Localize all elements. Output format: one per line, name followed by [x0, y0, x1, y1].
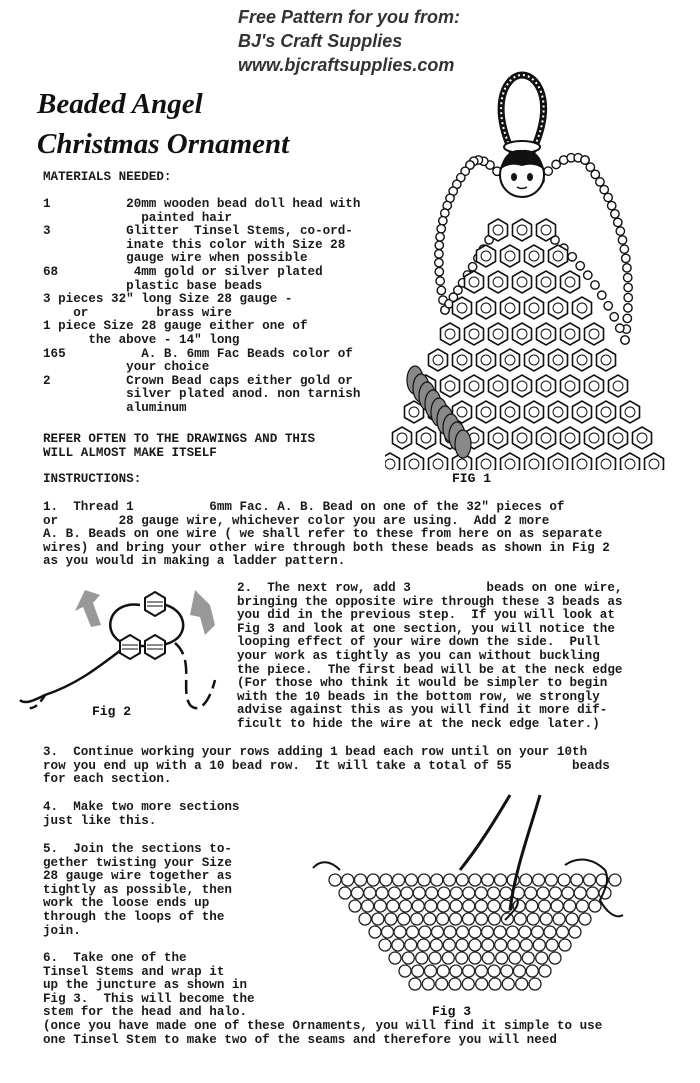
title-line-2: Christmas Ornament: [37, 128, 290, 160]
fig3-bead-bowl: [329, 874, 621, 990]
materials-line: 1 piece Size 28 gauge either one of: [43, 319, 308, 334]
step-3-line: for each section.: [43, 772, 172, 787]
step-1-line: A. B. Beads on one wire ( we shall refer to these from here on as separate: [43, 527, 603, 542]
materials-line: 2 Crown Bead caps either gold or: [43, 373, 353, 388]
step-1-text: [43, 501, 610, 569]
step-2-line: looping effect of your wire down the side. Pull: [237, 635, 600, 650]
fig2-label: Fig 2: [92, 704, 132, 719]
step-6-line: stem for the head and halo.: [43, 1005, 248, 1020]
materials-line: inate this color with Size 28: [43, 237, 346, 252]
step-2-line: (For those who think it would be simpler to begin: [237, 676, 608, 691]
materials-line: 3 Glitter Tinsel Stems, co-ord-: [43, 224, 353, 239]
step-1-line: or 28 gauge wire, whichever color you are using. Add 2 more: [43, 513, 550, 528]
materials-line: gauge wire when possible: [43, 251, 308, 266]
materials-line: the above - 14" long: [43, 332, 240, 347]
step-5-line: join.: [43, 923, 81, 938]
instructions-heading: INSTRUCTIONS:: [43, 472, 142, 486]
step-2-line: your work as tightly as you can without buckling: [237, 648, 600, 663]
step-5-line: tightly as possible, then: [43, 882, 232, 897]
step-2-line: bringing the opposite wire through these 3 beads as: [237, 594, 623, 609]
step-1-line: wires) and bring your other wire through both these beads as shown in Fig 2: [43, 540, 610, 555]
step-2-line: with the 10 beads in the bottom row, we strongly: [237, 689, 600, 704]
step-2-line: Fig 3 and look at one section, you will notice the: [237, 621, 615, 636]
fig2-ladder-diagram: [15, 575, 240, 725]
step-6-line: up the juncture as shown in: [43, 978, 248, 993]
fig3-label: Fig 3: [432, 1004, 472, 1019]
step-2-line: advise against this as you will find it more dif-: [237, 703, 608, 718]
materials-line: 3 pieces 32" long Size 28 gauge -: [43, 292, 293, 307]
footer-line: (once you have made one of these Ornaments, you will find it simple to use: [43, 1019, 603, 1033]
refer-line-2: WILL ALMOST MAKE ITSELF: [43, 445, 217, 460]
step-5-line: 28 gauge wire together as: [43, 869, 232, 884]
doll-head: [500, 150, 544, 197]
refer-line-1: REFER OFTEN TO THE DRAWINGS AND THIS: [43, 432, 316, 446]
page-title: [37, 84, 289, 164]
materials-line: plastic base beads: [43, 278, 263, 293]
step-2-line: ficult to hide the wire at the neck edge later.): [237, 716, 600, 731]
fig3-section-diagram: [305, 790, 645, 1015]
footer-text: [43, 1020, 602, 1047]
title-line-1: Beaded Angel: [37, 88, 203, 120]
materials-line: your choice: [43, 360, 210, 375]
step-1-line: as you would in making a ladder pattern.: [43, 554, 346, 569]
step-2-line: the piece. The first bead will be at the neck edge: [237, 662, 623, 677]
right-arrow-icon: [190, 590, 215, 635]
header-line-3: www.bjcraftsupplies.com: [238, 55, 455, 75]
left-arrow-icon: [75, 590, 101, 627]
step-2-line: you did in the previous step. If you will look at: [237, 608, 615, 623]
step-5-line: gether twisting your Size: [43, 855, 232, 870]
step-6-line: Fig 3. This will become the: [43, 991, 255, 1006]
fig1-angel-illustration: [385, 70, 685, 470]
materials-line: or brass wire: [43, 305, 232, 320]
step-5-line: through the loops of the: [43, 909, 225, 924]
refer-note: [43, 433, 315, 460]
materials-heading: MATERIALS NEEDED:: [43, 170, 172, 184]
materials-list: [43, 198, 360, 416]
step-4-line: 4. Make two more sections: [43, 800, 240, 814]
materials-line: 165 A. B. 6mm Fac Beads color of: [43, 346, 353, 361]
materials-line: 68 4mm gold or silver plated: [43, 264, 323, 279]
step-4-line: just like this.: [43, 813, 157, 828]
step-6-line: Tinsel Stems and wrap it: [43, 964, 225, 979]
step-3-line: 3. Continue working your rows adding 1 bead each row until on your 10th: [43, 745, 588, 759]
fig2-beads: [120, 592, 165, 659]
materials-line: aluminum: [43, 400, 187, 415]
step-4-text: [43, 801, 240, 828]
step-3-text: [43, 746, 610, 787]
footer-line: one Tinsel Stem to make two of the seams and therefore you will need: [43, 1032, 557, 1047]
fig1-label: FIG 1: [452, 471, 492, 486]
step-6-text: [43, 952, 255, 1020]
step-2-text: [237, 582, 622, 732]
step-6-line: 6. Take one of the: [43, 951, 187, 965]
step-5-line: work the loose ends up: [43, 896, 210, 911]
materials-line: silver plated anod. non tarnish: [43, 387, 361, 402]
source-header: [238, 5, 460, 77]
step-5-line: 5. Join the sections to-: [43, 842, 232, 856]
step-3-line: row you end up with a 10 bead row. It will take a total of 55 beads: [43, 758, 610, 773]
header-line-1: Free Pattern for you from:: [238, 7, 461, 27]
materials-line: painted hair: [43, 210, 232, 225]
header-line-2: BJ's Craft Supplies: [238, 31, 403, 51]
materials-line: 1 20mm wooden bead doll head with: [43, 197, 361, 211]
step-2-line: 2. The next row, add 3 beads on one wire,: [237, 581, 623, 595]
step-1-line: 1. Thread 1 6mm Fac. A. B. Bead on one of the 32" pieces of: [43, 500, 565, 514]
step-5-text: [43, 843, 232, 938]
